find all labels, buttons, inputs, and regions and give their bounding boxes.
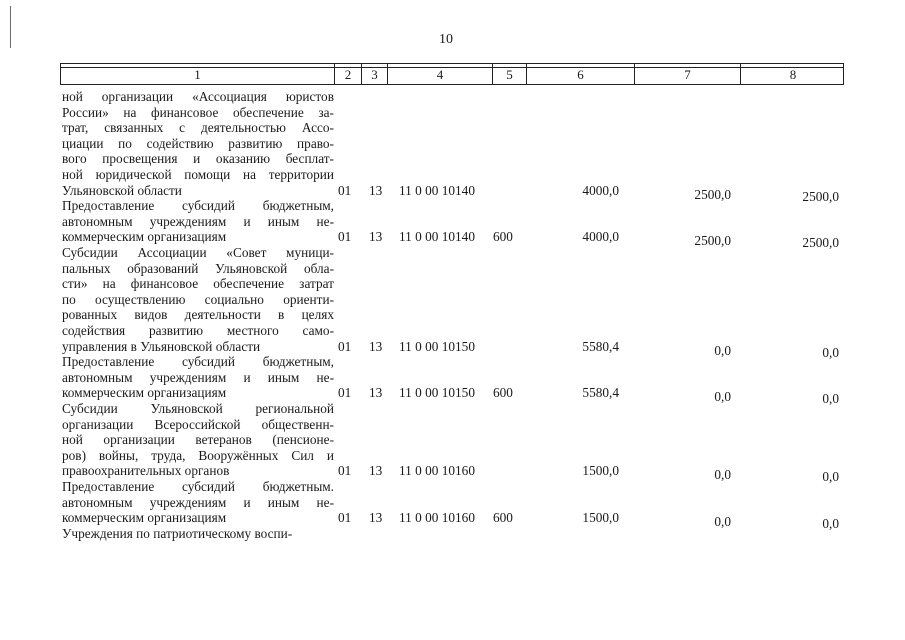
row-description (62, 89, 334, 198)
amount-col-7: 0,0 (714, 342, 731, 358)
subsection-code: 13 (369, 229, 383, 245)
header-col-5: 5 (492, 64, 526, 84)
target-article-code: 11 0 00 10140 (399, 182, 475, 198)
description-line: циации по содействию развитию право- (62, 135, 334, 151)
row-description (62, 526, 334, 542)
description-line: ной организации ветеранов (пенсионе- (62, 432, 334, 448)
row-description (62, 479, 334, 526)
header-col-8: 8 (740, 64, 845, 84)
description-line: сти» на финансовое обеспечение затрат (62, 276, 334, 292)
target-article-code: 11 0 00 10160 (399, 510, 475, 526)
amount-col-6: 5580,4 (582, 338, 619, 354)
target-article-code: 11 0 00 10150 (399, 385, 475, 401)
amount-col-7: 0,0 (714, 514, 731, 530)
description-line: ров) войны, труда, Вооружённых Сил и (62, 447, 334, 463)
section-code: 01 (338, 385, 352, 401)
amount-col-7: 0,0 (714, 467, 731, 483)
description-line: коммерческим организациям (62, 385, 227, 401)
target-article-code: 11 0 00 10140 (399, 229, 475, 245)
section-code: 01 (338, 229, 352, 245)
amount-col-6: 1500,0 (582, 510, 619, 526)
amount-col-6: 5580,4 (582, 385, 619, 401)
row-description (62, 245, 334, 354)
target-article-code: 11 0 00 10150 (399, 338, 475, 354)
amount-col-8: 2500,0 (802, 188, 839, 204)
description-line: пальных образований Ульяновской обла- (62, 260, 334, 276)
amount-col-8: 0,0 (822, 344, 839, 360)
description-line: автономным учреждениям и иным не- (62, 494, 334, 510)
column-header-row (60, 63, 844, 85)
section-code: 01 (338, 182, 352, 198)
description-line: Учреждения по патриотическому воспи- (62, 525, 293, 541)
description-line: ной юридической помощи на территории (62, 166, 334, 182)
amount-col-8: 0,0 (822, 516, 839, 532)
target-article-code: 11 0 00 10160 (399, 463, 475, 479)
amount-col-8: 0,0 (822, 391, 839, 407)
row-description (62, 198, 334, 245)
description-line: Субсидии Ассоциации «Совет муници- (62, 245, 334, 260)
amount-col-7: 2500,0 (694, 233, 731, 249)
amount-col-8: 2500,0 (802, 235, 839, 251)
amount-col-8: 0,0 (822, 469, 839, 485)
section-code: 01 (338, 463, 352, 479)
amount-col-7: 2500,0 (694, 186, 731, 202)
header-col-4: 4 (387, 64, 492, 84)
header-col-6: 6 (526, 64, 634, 84)
section-code: 01 (338, 510, 352, 526)
subsection-code: 13 (369, 182, 383, 198)
row-description (62, 354, 334, 401)
section-code: 01 (338, 338, 352, 354)
subsection-code: 13 (369, 463, 383, 479)
subsection-code: 13 (369, 385, 383, 401)
description-line: России» на финансовое обеспечение за- (62, 104, 334, 120)
description-line: организации Всероссийской общественн- (62, 416, 334, 432)
description-line: управления в Ульяновской области (62, 338, 261, 354)
description-line: трат, связанных с деятельностью Ассо- (62, 120, 334, 136)
expense-type-code: 600 (493, 510, 513, 526)
page-number: 10 (439, 32, 453, 47)
header-col-2: 2 (334, 64, 361, 84)
description-line: Предоставление субсидий бюджетным. (62, 479, 334, 494)
amount-col-6: 4000,0 (582, 229, 619, 245)
expense-type-code: 600 (493, 229, 513, 245)
subsection-code: 13 (369, 510, 383, 526)
description-line: автономным учреждениям и иным не- (62, 369, 334, 385)
description-line: Предоставление субсидий бюджетным, (62, 198, 334, 214)
expense-type-code: 600 (493, 385, 513, 401)
amount-col-7: 0,0 (714, 389, 731, 405)
description-line: Субсидии Ульяновской региональной (62, 401, 334, 416)
amount-col-6: 1500,0 (582, 463, 619, 479)
subsection-code: 13 (369, 338, 383, 354)
description-line: по осуществлению социально ориенти- (62, 291, 334, 307)
description-line: Ульяновской области (62, 182, 182, 198)
amount-col-6: 4000,0 (582, 182, 619, 198)
description-line: Предоставление субсидий бюджетным, (62, 354, 334, 370)
description-line: вого просвещения и оказанию бесплат- (62, 151, 334, 167)
description-line: ной организации «Ассоциация юристов (62, 89, 334, 104)
header-col-3: 3 (361, 64, 387, 84)
description-line: коммерческим организациям (62, 229, 227, 245)
description-line: правоохранительных органов (62, 463, 230, 479)
header-col-7: 7 (634, 64, 740, 84)
header-col-1: 1 (194, 67, 201, 82)
description-line: автономным учреждениям и иным не- (62, 213, 334, 229)
description-line: рованных видов деятельности в целях (62, 307, 334, 323)
description-line: содействия развитию местного само- (62, 322, 334, 338)
description-line: коммерческим организациям (62, 510, 227, 526)
scan-edge-mark (10, 6, 11, 48)
row-description (62, 401, 334, 479)
